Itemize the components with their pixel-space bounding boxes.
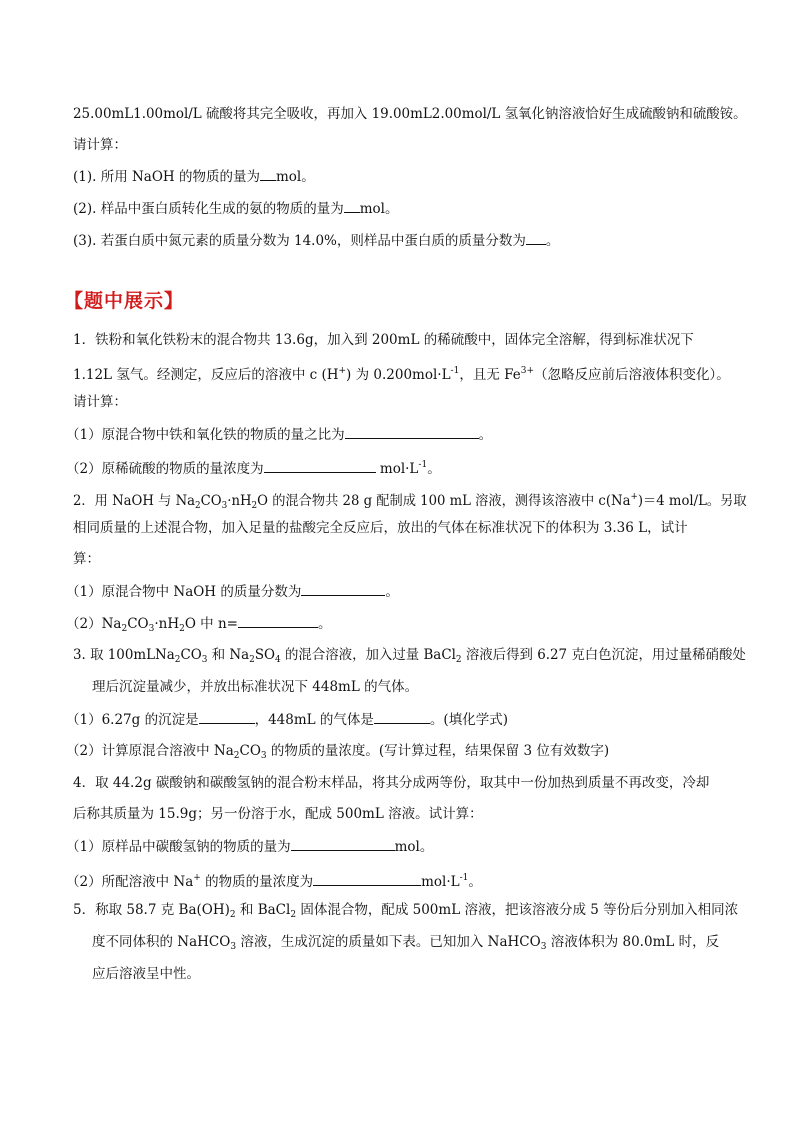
- subscript: 2: [121, 624, 128, 634]
- text: (1). 所用 NaOH 的物质的量为: [73, 169, 260, 185]
- prev-line-2: [73, 135, 127, 155]
- text: 5．称取 58.7 克 Ba(OH): [73, 902, 230, 918]
- answer-blank[interactable]: [199, 709, 255, 724]
- text: mol·L: [421, 874, 460, 890]
- text: （2）原稀硫酸的物质的量浓度为: [66, 461, 264, 477]
- text: mol。: [394, 839, 434, 855]
- problem-3-line-2: [92, 677, 418, 697]
- problem-2-q2: [66, 613, 331, 639]
- superscript: +: [630, 492, 638, 502]
- text: 。: [478, 427, 493, 443]
- text: （1）原混合物中铁和氧化铁的物质的量之比为: [66, 427, 345, 443]
- problem-5-line-2: [92, 932, 719, 957]
- problem-2-line-3: [73, 549, 100, 569]
- answer-blank[interactable]: [264, 458, 376, 473]
- text: 度不同体积的 NaHCO: [92, 934, 231, 950]
- answer-blank[interactable]: [345, 424, 479, 439]
- prev-line-1: [73, 104, 747, 124]
- subscript: 3: [201, 655, 208, 665]
- problem-3-q1: [66, 709, 508, 730]
- text: ·nH: [227, 493, 252, 509]
- answer-blank[interactable]: [238, 613, 318, 628]
- text: mol。: [276, 169, 315, 185]
- subscript: 2: [229, 910, 236, 920]
- superscript: -1: [459, 873, 469, 883]
- text: ，448mL 的气体是: [254, 712, 374, 728]
- problem-4-line-1: [73, 773, 709, 793]
- prev-q2: [73, 198, 398, 219]
- subscript: 2: [290, 910, 297, 920]
- problem-4-q1: [66, 836, 433, 857]
- problem-3-line-1: [73, 645, 746, 670]
- text: （1）原混合物中 NaOH 的质量分数为: [66, 584, 302, 600]
- text: 。(填化学式): [429, 712, 508, 728]
- text: 请计算：: [73, 137, 127, 153]
- problem-1-q1: [66, 424, 492, 445]
- text: O 的混合物共 28 g 配制成 100 mL 溶液，测得该溶液中 c(Na: [257, 493, 631, 509]
- answer-blank[interactable]: [260, 166, 276, 181]
- problem-1-q2: [66, 455, 441, 479]
- answer-blank[interactable]: [344, 198, 360, 213]
- subscript: 3: [230, 942, 237, 952]
- text: (2). 样品中蛋白质转化生成的氨的物质的量为: [73, 201, 344, 217]
- problem-4-q2: [66, 868, 482, 892]
- prev-q1: [73, 166, 315, 187]
- text: 的物质的量浓度为: [200, 874, 314, 890]
- text: （2）计算原混合溶液中 Na: [66, 743, 234, 759]
- superscript: -1: [418, 460, 428, 470]
- text: 溶液，生成沉淀的质量如下表。已知加入 NaHCO: [236, 934, 541, 950]
- text: mol·L: [379, 461, 419, 477]
- text: 后称其质量为 15.9g；另一份溶于水，配成 500mL 溶液。试计算：: [73, 806, 483, 822]
- problem-3-q2: [66, 741, 609, 766]
- answer-blank[interactable]: [374, 709, 430, 724]
- text: 。: [427, 461, 441, 477]
- text: 的物质的量浓度。(写计算过程，结果保留 3 位有效数字): [266, 743, 610, 759]
- problem-2-line-2: [73, 518, 688, 538]
- text: 溶液体积为 80.0mL 时，反: [546, 934, 720, 950]
- subscript: 3: [221, 501, 228, 511]
- text: CO: [239, 743, 261, 759]
- text: 。: [468, 874, 482, 890]
- text: O 中 n=: [184, 616, 238, 632]
- superscript: +: [193, 873, 201, 883]
- text: 算：: [73, 551, 100, 567]
- text: 2．用 NaOH 与 Na: [73, 493, 196, 509]
- text: 请计算：: [73, 394, 127, 410]
- text: ) 为 0.200mol·L: [346, 367, 451, 383]
- superscript: 3+: [520, 366, 535, 376]
- problem-2-q1: [66, 581, 399, 602]
- text: 。: [317, 616, 332, 632]
- answer-blank[interactable]: [291, 836, 395, 851]
- text: ·nH: [154, 616, 180, 632]
- subscript: 2: [233, 751, 240, 761]
- prev-q3: [73, 230, 559, 251]
- text: CO: [127, 616, 149, 632]
- subscript: 3: [148, 624, 155, 634]
- subscript: 2: [249, 655, 255, 665]
- text: 和 BaCl: [235, 902, 291, 918]
- problem-5-line-3: [92, 964, 200, 984]
- text: ，且无 Fe: [459, 367, 521, 383]
- problem-5-line-1: [73, 900, 738, 925]
- text: （2）所配溶液中 Na: [66, 874, 194, 890]
- text: 4．取 44.2g 碳酸钠和碳酸氢钠的混合粉末样品，将其分成两等份，取其中一份加热到质量不再改变，冷却: [73, 775, 710, 791]
- text: （2）Na: [66, 616, 122, 632]
- text: （1）原样品中碳酸氢钠的物质的量为: [66, 839, 291, 855]
- text: CO: [180, 647, 202, 663]
- subscript: 2: [251, 501, 258, 511]
- text: 1.12L 氢气。经测定，反应后的溶液中 c (H: [73, 367, 339, 383]
- text: 1．铁粉和氧化铁粉末的混合物共 13.6g，加入到 200mL 的稀硫酸中，固体完全溶解，得到标准状况下: [73, 332, 694, 348]
- text: 。: [545, 233, 560, 249]
- text: 25.00mL1.00mol/L 硫酸将其完全吸收，再加入 19.00mL2.00mol/L 氢氧化钠溶液恰好生成硫酸钠和硫酸铵。: [73, 106, 747, 122]
- text: )＝4 mol/L。另取: [637, 493, 747, 509]
- text: 和 Na: [207, 647, 250, 663]
- text: 应后溶液呈中性。: [92, 966, 200, 982]
- text: 相同质量的上述混合物，加入足量的盐酸完全反应后，放出的气体在标准状况下的体积为 3.36 L，试计: [73, 520, 688, 536]
- text: (3). 若蛋白质中氮元素的质量分数为 14.0%，则样品中蛋白质的质量分数为: [73, 233, 526, 249]
- subscript: 2: [174, 655, 181, 665]
- subscript: 2: [455, 655, 462, 665]
- section-heading: 【题中展示】: [64, 290, 185, 312]
- problem-1-line-3: [73, 392, 127, 412]
- text: 理后沉淀量减少，并放出标准状况下 448mL 的气体。: [92, 679, 419, 695]
- superscript: +: [338, 366, 347, 376]
- text: 固体混合物，配成 500mL 溶液，把该溶液分成 5 等份后分别加入相同浓: [296, 902, 739, 918]
- answer-blank[interactable]: [526, 230, 546, 245]
- subscript: 2: [195, 501, 201, 511]
- text: 。: [385, 584, 399, 600]
- text: CO: [200, 493, 222, 509]
- text: mol。: [359, 201, 399, 217]
- subscript: 3: [540, 942, 547, 952]
- answer-blank[interactable]: [301, 581, 385, 596]
- answer-blank[interactable]: [313, 871, 421, 886]
- problem-2-line-1: [73, 487, 747, 516]
- superscript: -1: [450, 366, 460, 376]
- text: SO: [254, 647, 276, 663]
- subscript: 3: [260, 751, 267, 761]
- text: 3. 取 100mLNa: [73, 647, 175, 663]
- subscript: 4: [275, 655, 281, 665]
- text: 的混合溶液，加入过量 BaCl: [280, 647, 456, 663]
- text: 溶液后得到 6.27 克白色沉淀，用过量稀硝酸处: [461, 647, 746, 663]
- problem-1-line-2: [73, 361, 730, 385]
- text: （忽略反应前后溶液体积变化）。: [534, 367, 730, 383]
- problem-4-line-2: [73, 804, 483, 824]
- text: （1）6.27g 的沉淀是: [66, 712, 199, 728]
- problem-1-line-1: [73, 330, 694, 350]
- subscript: 2: [179, 624, 185, 634]
